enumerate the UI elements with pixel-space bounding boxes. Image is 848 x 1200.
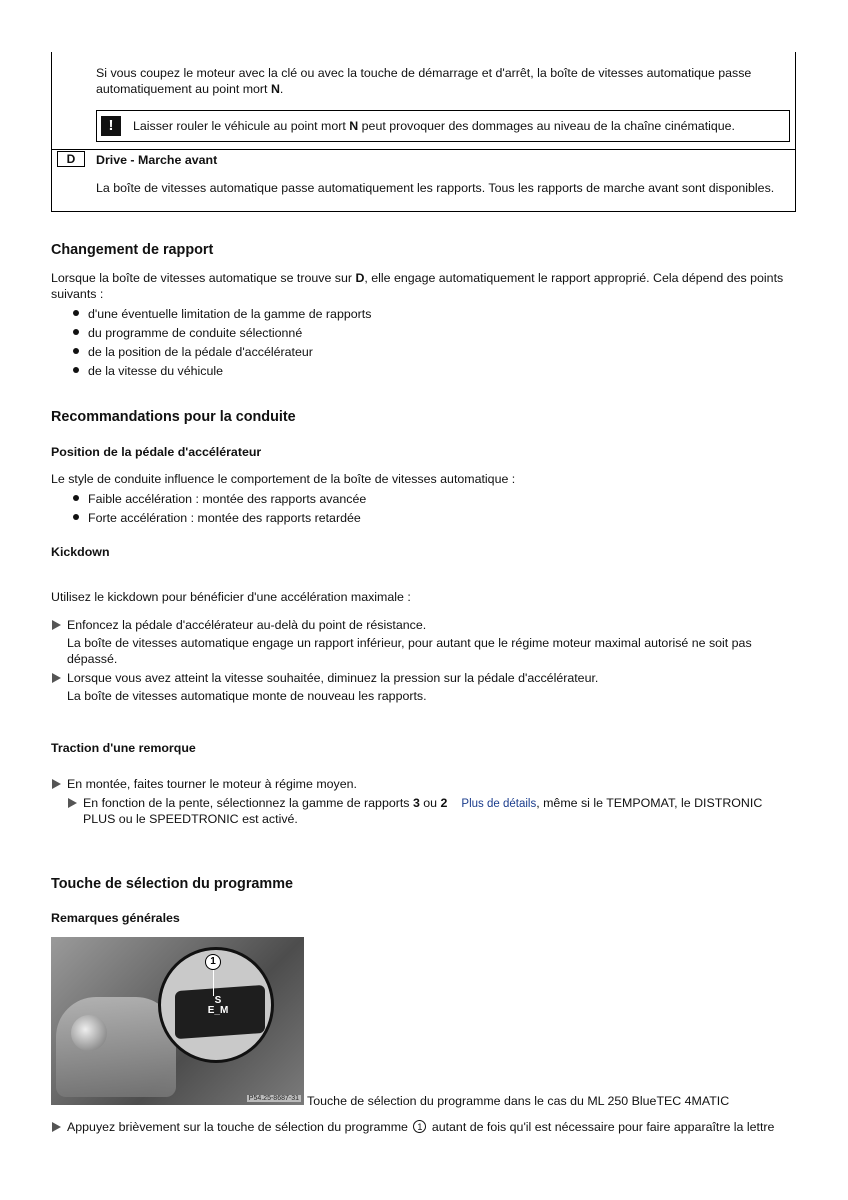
callout-icon: 1 xyxy=(205,954,221,970)
bullet-icon xyxy=(73,514,79,520)
changement-intro-pre: Lorsque la boîte de vitesses automatique se trouve sur xyxy=(51,271,356,285)
warning-text xyxy=(133,119,735,133)
warning-pre: Laisser rouler le véhicule au point mort xyxy=(133,119,350,133)
drive-title: Drive - Marche avant xyxy=(96,153,218,167)
list-item: de la position de la pédale d'accélérateur xyxy=(88,345,313,359)
subheading-remorque: Traction d'une remorque xyxy=(51,741,196,755)
controller-knob xyxy=(71,1015,107,1051)
photo-code: P54.25-8687-31 xyxy=(248,1095,299,1102)
list-item: d'une éventuelle limitation de la gamme de rapports xyxy=(88,307,372,321)
remorque-sub-pre: En fonction de la pente, sélectionnez la gamme de rapports xyxy=(83,796,413,810)
bullet-icon xyxy=(73,329,79,335)
arrow-icon xyxy=(52,673,61,683)
neutral-end: . xyxy=(279,82,284,96)
changement-intro-post: , elle engage automatiquement le rapport approprié. Cela dépend des points suivants : xyxy=(51,271,784,301)
changement-intro-bold: D xyxy=(355,271,365,285)
gear-2: 2 xyxy=(440,796,448,810)
bullet-icon xyxy=(73,310,79,316)
section-heading-recommandations: Recommandations pour la conduite xyxy=(51,409,296,425)
arrow-icon xyxy=(52,779,61,789)
remorque-sub-post1: , même si le TEMPOMAT, le DISTRONIC xyxy=(536,796,763,810)
kickdown-step2-result: La boîte de vitesses automatique monte de nouveau les rapports. xyxy=(67,689,427,703)
arrow-icon xyxy=(52,620,61,630)
touche-step-post: autant de fois qu'il est nécessaire pour faire apparaître la lettre xyxy=(428,1120,775,1134)
bullet-icon xyxy=(73,367,79,373)
bullet-icon xyxy=(73,348,79,354)
remorque-substep-line2: PLUS ou le SPEEDTRONIC est activé. xyxy=(83,812,298,826)
photo-label xyxy=(203,996,233,1016)
kickdown-step2: Lorsque vous avez atteint la vitesse souhaitée, diminuez la pression sur la pédale d'accélérateur. xyxy=(67,671,599,685)
table-divider xyxy=(51,149,795,150)
drive-text: La boîte de vitesses automatique passe automatiquement les rapports. Tous les rapports de marche avant sont disponibles. xyxy=(96,181,775,195)
subheading-pedale: Position de la pédale d'accélérateur xyxy=(51,445,262,459)
section-heading-changement: Changement de rapport xyxy=(51,242,214,258)
neutral-text xyxy=(96,65,786,97)
bullet-icon xyxy=(73,495,79,501)
drive-icon: D xyxy=(57,151,85,167)
list-item: Forte accélération : montée des rapports retardée xyxy=(88,511,361,525)
photo-label-s: S xyxy=(214,995,222,1006)
remorque-sub-mid: ou xyxy=(419,796,441,810)
section-heading-touche: Touche de sélection du programme xyxy=(51,876,294,892)
warning-bold: N xyxy=(349,119,359,133)
photo-caption: Touche de sélection du programme dans le cas du ML 250 BlueTEC 4MATIC xyxy=(307,1094,730,1108)
changement-intro xyxy=(51,270,791,302)
touche-step xyxy=(67,1119,774,1135)
gear-3: 3 xyxy=(412,796,420,810)
kickdown-step1: Enfoncez la pédale d'accélérateur au-delà du point de résistance. xyxy=(67,618,427,632)
photo-label-em: E_M xyxy=(207,1005,229,1016)
warning-icon: ! xyxy=(101,116,121,136)
details-link[interactable]: Plus de détails xyxy=(461,798,537,810)
warning-post: peut provoquer des dommages au niveau de la chaîne cinématique. xyxy=(358,119,736,133)
neutral-text-main: Si vous coupez le moteur avec la clé ou avec la touche de démarrage et d'arrêt, la boîte de vitesses automatique passe automatiquement au point mort xyxy=(96,66,752,96)
warning-box xyxy=(96,110,790,142)
kickdown-intro: Utilisez le kickdown pour bénéficier d'une accélération maximale : xyxy=(51,590,411,604)
pedale-intro: Le style de conduite influence le comportement de la boîte de vitesses automatique : xyxy=(51,472,516,486)
neutral-bold: N xyxy=(270,82,280,96)
subheading-remarques: Remarques générales xyxy=(51,911,180,925)
arrow-icon xyxy=(68,798,77,808)
callout-icon: 1 xyxy=(413,1120,426,1133)
remorque-substep xyxy=(83,795,762,812)
list-item: de la vitesse du véhicule xyxy=(88,364,224,378)
list-item: du programme de conduite sélectionné xyxy=(88,326,303,340)
kickdown-step1-result: La boîte de vitesses automatique engage un rapport inférieur, pour autant que le régime moteur maximal autorisé ne soit pas dépassé. xyxy=(67,636,752,666)
arrow-icon xyxy=(52,1122,61,1132)
remorque-step1: En montée, faites tourner le moteur à régime moyen. xyxy=(67,777,357,791)
program-selector-photo xyxy=(51,937,304,1105)
callout-line xyxy=(213,970,214,996)
touche-step-pre: Appuyez brièvement sur la touche de sélection du programme xyxy=(67,1120,412,1134)
subheading-kickdown: Kickdown xyxy=(51,545,110,559)
list-item: Faible accélération : montée des rapports avancée xyxy=(88,492,367,506)
